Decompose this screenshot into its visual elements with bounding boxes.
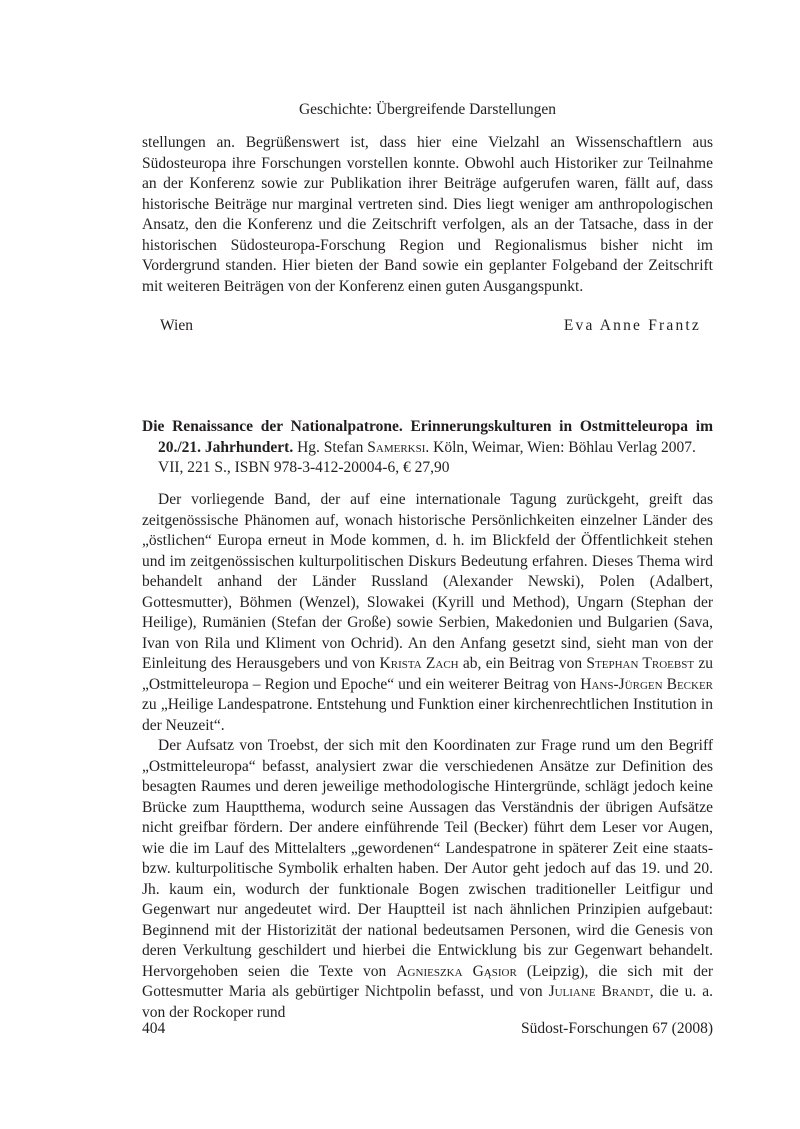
review-body — [142, 490, 713, 1023]
author-name: Stephan Troebst — [586, 655, 695, 672]
running-head: Geschichte: Übergreifende Darstellungen — [298, 101, 557, 118]
text-run: Der Aufsatz von Troebst, der sich mit den Koordinaten zur Frage rund um den Begriff „Ostmitteleuropa“ befasst, analysiert zwar die verschiedenen Ansätze zur Definition des besagten Raumes und deren jeweilige methodologische Hintergründe, schlägt jedoch keine Brücke zum Hauptthema, wodurch seine Aussagen das Verständnis der übrigen Aufsätze nicht greifbar fördern. Der andere einführende Teil (Becker) führt dem Leser vor Augen, wie die im Lauf des Mittelalters „gewordenen“ Landespatrone in späterer Zeit eine staats- bzw. kulturpolitische Symbolik erhalten haben. Der Autor geht jedoch auf das 19. und 20. Jh. kaum ein, wodurch der funktionale Bogen zwischen traditioneller Leitfigur und Gegenwart nur angedeutet wird. Der Hauptteil ist nach ähnlichen Prinzipien aufgebaut: Beginnend mit der Historizität der national bedeutsamen Personen, wird die Genesis von deren Verkultung geschildert und hierbei die Entwicklung bis zur Gegenwart behandelt. Hervorgehoben seien die Texte von — [142, 737, 713, 980]
continuation-text: stellungen an. Begrüßenswert ist, dass hier eine Vielzahl an Wissenschaftlern aus Südosteuropa ihre Forschungen vorstellen konnte. Obwohl auch Historiker zur Teilnahme an der Konferenz sowie zur Publikation ihrer Beiträge aufgerufen waren, fällt auf, dass historische Beiträge nur marginal vertreten sind. Dies liegt weniger am anthropologischen Ansatz, den die Konferenz und die Zeitschrift verfolgen, als an der Tatsache, dass in der historischen Südosteuropa-Forschung Region und Regionalismus bisher nicht im Vordergrund standen. Hier bieten der Band sowie ein geplanter Folgeband der Zeitschrift mit weiteren Beiträgen von der Konferenz einen guten Ausgangspunkt. — [142, 134, 713, 295]
review-publisher: . Köln, Weimar, Wien: Böhlau Verlag 2007. — [425, 438, 696, 456]
review-title-line1 — [142, 417, 713, 438]
review-editor-prefix: Hg. Stefan — [293, 438, 368, 456]
text-run: , die u. a. von der Rockoper rund — [142, 983, 713, 1021]
document-page — [142, 0, 713, 1129]
author-name: Krista Zach — [379, 655, 459, 672]
review-biblio-line3: VII, 221 S., ISBN 978-3-412-20004-6, € 27,90 — [158, 459, 450, 476]
continuation-paragraph — [142, 133, 713, 297]
review-biblio-line2 — [142, 438, 713, 459]
page-number: 404 — [142, 1020, 166, 1037]
text-run: zu „Heilige Landespatrone. Entstehung und Funktion einer kirchenrechtlichen Institution in der Neuzeit“. — [142, 696, 713, 734]
author-name: Juliane Brandt — [548, 983, 650, 1000]
review-heading — [142, 417, 713, 479]
review-title-part1: Die Renaissance der Nationalpatrone. Erinnerungskulturen in Ostmitteleuropa im — [142, 418, 713, 435]
author-name: Hans-Jürgen Becker — [580, 675, 713, 693]
text-run: ab, ein Beitrag von — [458, 655, 587, 672]
journal-citation: Südost-Forschungen 67 (2008) — [520, 1020, 713, 1037]
signature-place: Wien — [160, 317, 193, 334]
text-run: zu „Ostmitteleuropa – Region und Epoche“ und ein weiterer Beitrag von — [142, 655, 713, 693]
signature-author: Eva Anne Frantz — [563, 317, 701, 334]
review-paragraph-2 — [142, 736, 713, 1023]
review-title-part2: 20./21. Jahrhundert. — [158, 438, 294, 456]
author-name: Agnieszka Gąsior — [396, 962, 517, 980]
review-paragraph-1 — [142, 490, 713, 736]
text-run: Der vorliegende Band, der auf eine internationale Tagung zurückgeht, greift das zeitgenössische Phänomen auf, wonach historische Persönlichkeiten einzelner Länder des „östlichen“ Europa erneut in Mode kommen, d. h. im Blickfeld der Öffentlichkeit stehen und im zeitgenössischen kulturpolitischen Diskurs Bedeutung erfahren. Dieses Thema wird behandelt anhand der Länder Russland (Alexander Newski), Polen (Adalbert, Gottesmutter), Böhmen (Wenzel), Slowakei (Kyrill und Method), Ungarn (Stephan der Heilige), Rumänien (Stefan der Große) sowie Serbien, Makedonien und Bulgarien (Sava, Ivan von Rila und Kliment von Ochrid). An den Anfang gesetzt sind, sieht man von der Einleitung des Herausgebers und von — [142, 491, 713, 672]
review-editor-surname: Samerksi — [367, 438, 426, 456]
text-run: (Leipzig), die sich mit der Gottesmutter Maria als gebürtiger Nichtpolin befasst, und von — [142, 962, 713, 1000]
